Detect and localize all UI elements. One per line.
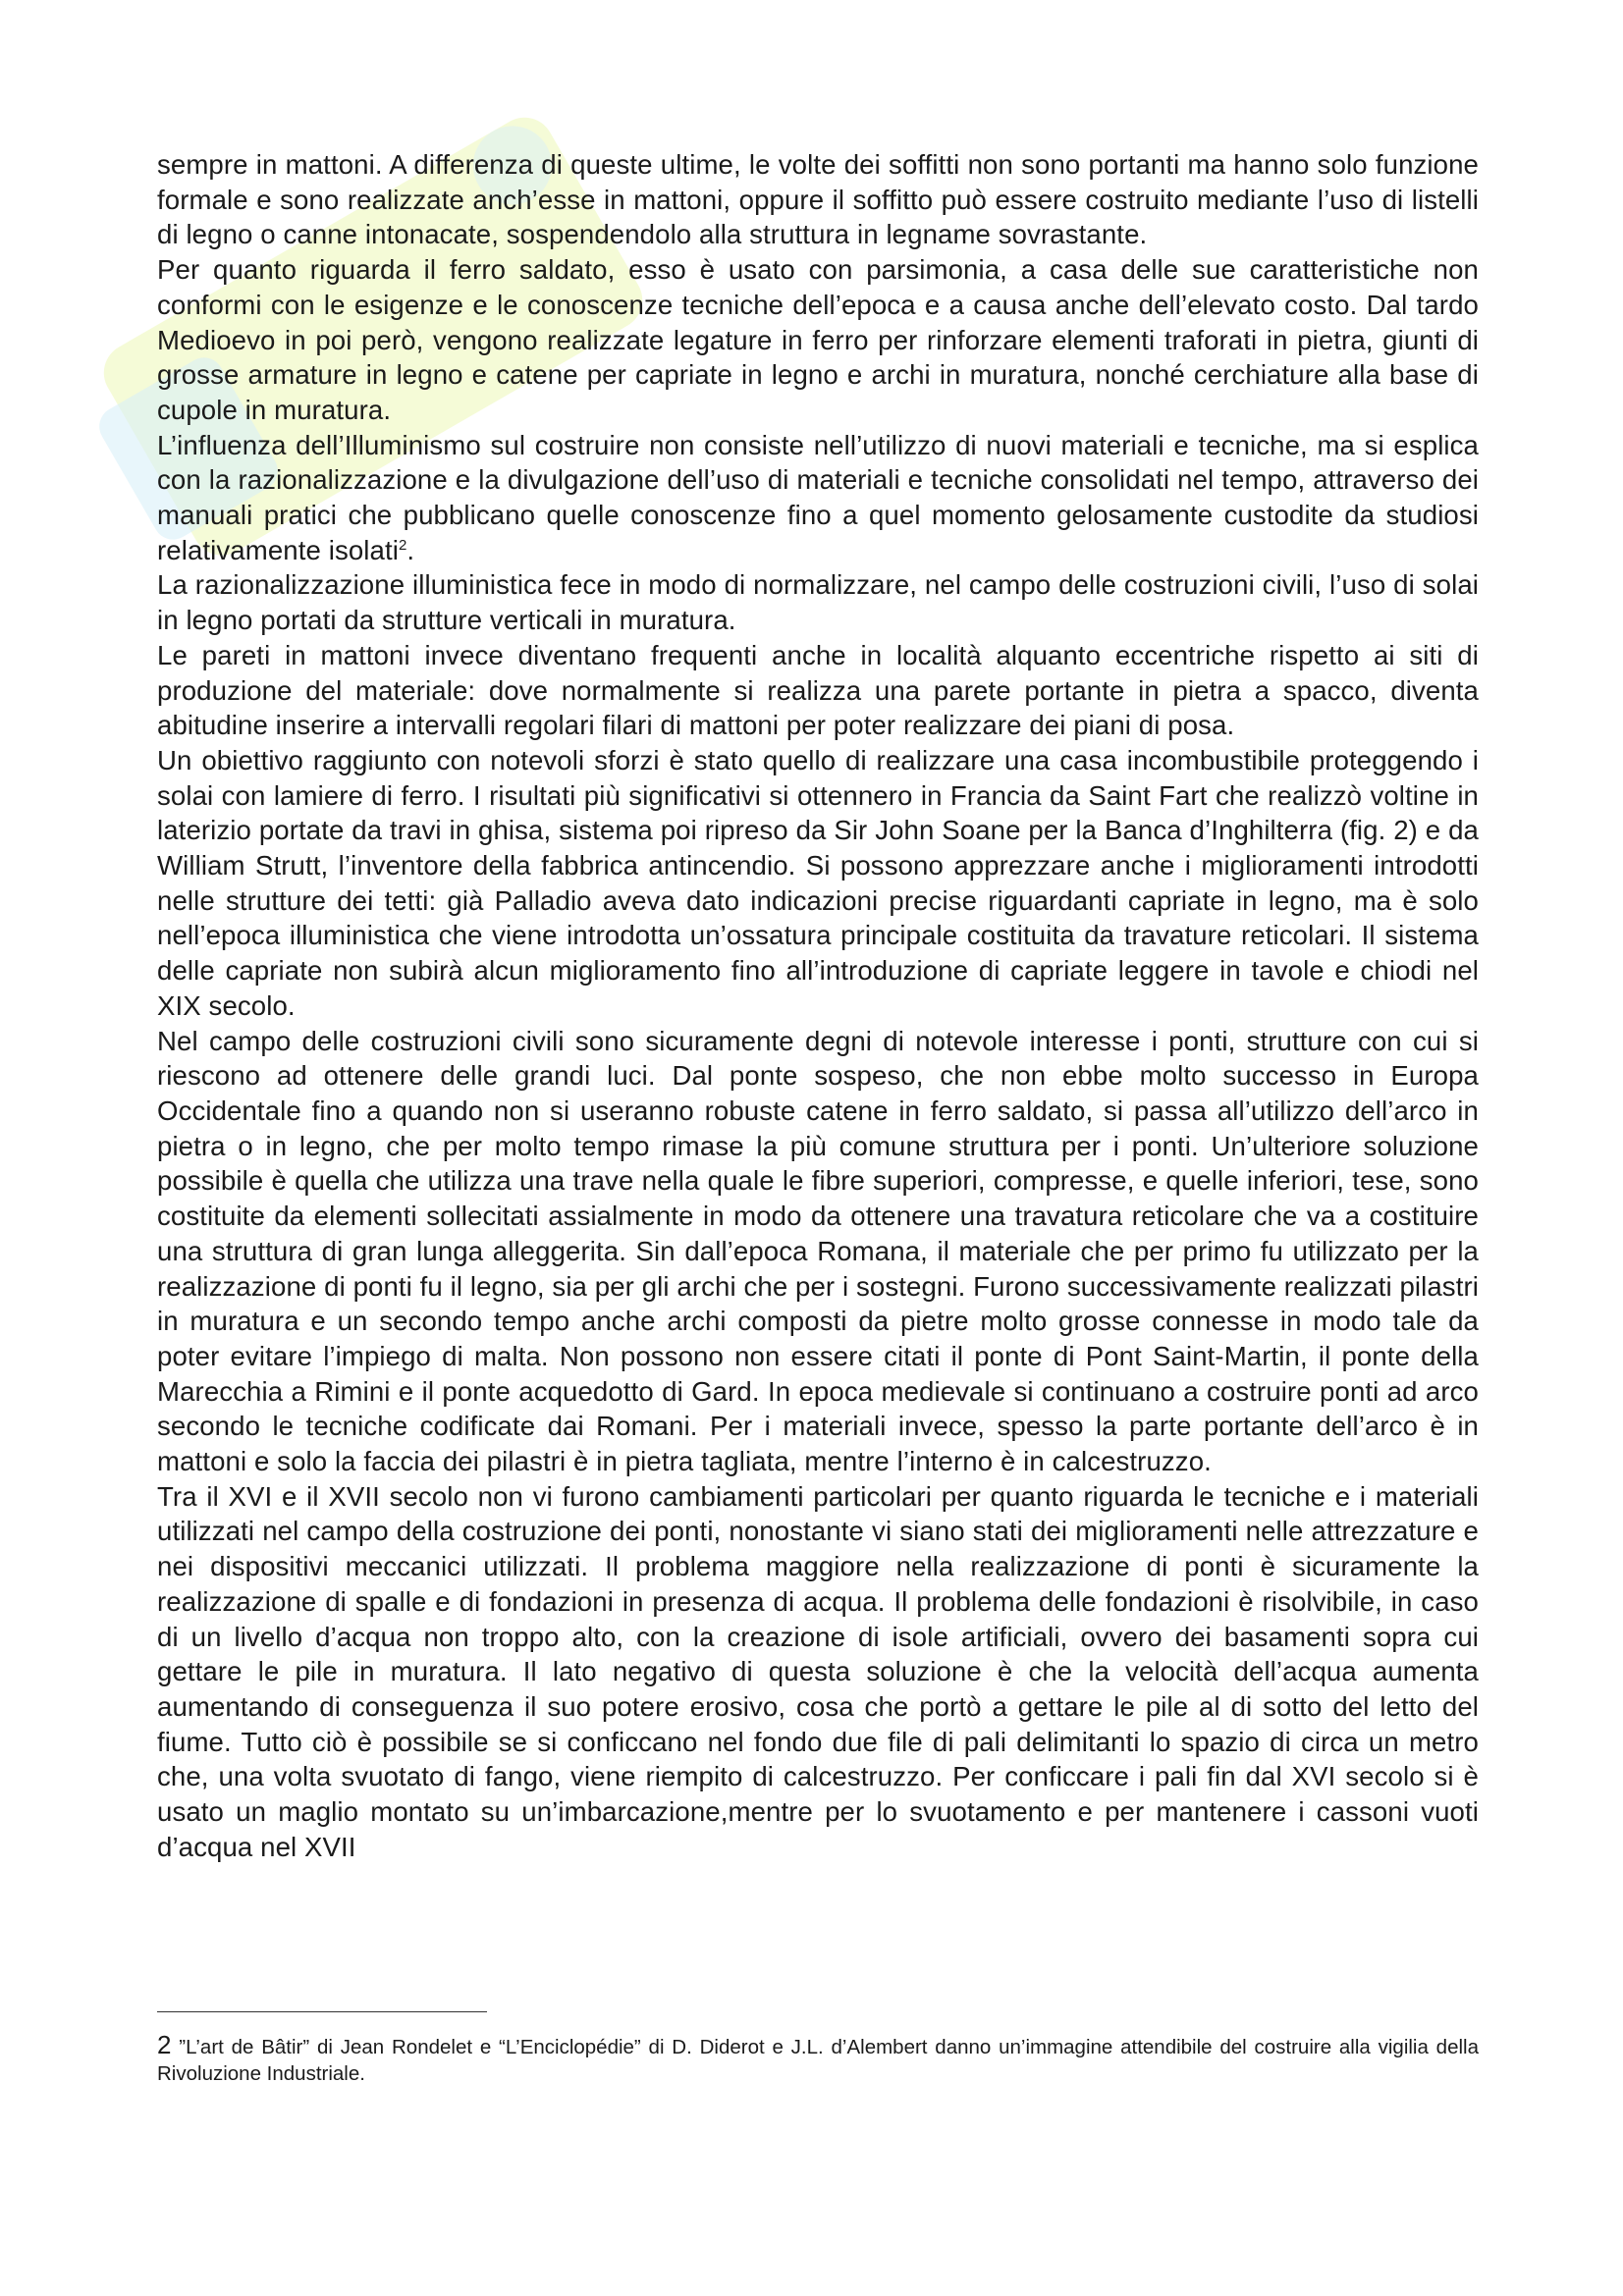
footnote-reference[interactable]: 2 [398,536,407,554]
paragraph: Le pareti in mattoni invece diventano frequenti anche in località alquanto eccentriche rispetto ai siti di produzione del materiale: dove normalmente si realizza una parete portante in pietra a spacco, diventa abitudine inserire a intervalli regolari filari di mattoni per poter realizzare dei piani di posa. [157,639,1479,741]
paragraph: La razionalizzazione illuministica fece in modo di normalizzare, nel campo delle costruzioni civili, l’uso di solai in legno portati da strutture verticali in muratura. [157,569,1479,636]
footnote-text: ”L’art de Bâtir” di Jean Rondelet e “L’Enciclopédie” di D. Diderot e J.L. d’Alembert danno un’immagine attendibile del costruire alla vigilia della Rivoluzione Industriale. [157,2036,1479,2085]
footnote-number: 2 [157,2030,172,2059]
paragraph-end: . [406,534,415,565]
document-body [157,147,1479,1864]
footnote-separator [157,2011,487,2012]
footnote [157,2032,1479,2087]
paragraph: Tra il XVI e il XVII secolo non vi furono cambiamenti particolari per quanto riguarda le tecniche e i materiali utilizzati nel campo della costruzione dei ponti, nonostante vi siano stati dei miglioramenti nelle attrezzature e nei dispositivi meccanici utilizzati. Il problema maggiore nella realizzazione di ponti è sicuramente la realizzazione di spalle e di fondazioni in presenza di acqua. Il problema delle fondazioni è risolvibile, in caso di un livello d’acqua non troppo alto, con la creazione di isole artificiali, ovvero dei basamenti sopra cui gettare le pile in muratura. Il lato negativo di questa soluzione è che la velocità dell’acqua aumenta aumentando di conseguenza il suo potere erosivo, cosa che portò a gettare le pile al di sotto del letto del fiume. Tutto ciò è possibile se si conficcano nel fondo due file di pali delimitanti lo spazio di circa un metro che, una volta svuotato di fango, viene riempito di calcestruzzo. Per conficcare i pali fin dal XVI secolo si è usato un maglio montato su un’imbarcazione,mentre per lo svuotamento e per mantenere i cassoni vuoti d’acqua nel XVII [157,1480,1479,1862]
paragraph: Un obiettivo raggiunto con notevoli sforzi è stato quello di realizzare una casa incombustibile proteggendo i solai con lamiere di ferro. I risultati più significativi si ottennero in Francia da Saint Fart che realizzò voltine in laterizio portate da travi in ghisa, sistema poi ripreso da Sir John Soane per la Banca d’Inghilterra (fig. 2) e da William Strutt, l’inventore della fabbrica antincendio. Si possono apprezzare anche i miglioramenti introdotti nelle strutture dei tetti: già Palladio aveva dato indicazioni precise riguardanti capriate in legno, ma è solo nell’epoca illuministica che viene introdotta un’ossatura principale costituita da travature reticolari. Il sistema delle capriate non subirà alcun miglioramento fino all’introduzione di capriate leggere in tavole e chiodi nel XIX secolo. [157,744,1479,1021]
paragraph-with-footnote [157,428,1479,568]
paragraph: Per quanto riguarda il ferro saldato, esso è usato con parsimonia, a casa delle sue caratteristiche non conformi con le esigenze e le conoscenze tecniche dell’epoca e a causa anche dell’elevato costo. Dal tardo Medioevo in poi però, vengono realizzate legature in ferro per rinforzare elementi traforati in pietra, giunti di grosse armature in legno e catene per capriate in legno e archi in muratura, nonché cerchiature alla base di cupole in muratura. [157,254,1479,425]
paragraph: Nel campo delle costruzioni civili sono sicuramente degni di notevole interesse i ponti, strutture con cui si riescono ad ottenere delle grandi luci. Dal ponte sospeso, che non ebbe molto successo in Europa Occidentale fino a quando non si useranno robuste catene in ferro saldato, si passa all’utilizzo dell’arco in pietra o in legno, che per molto tempo rimase la più comune struttura per i ponti. Un’ulteriore soluzione possibile è quella che utilizza una trave nella quale le fibre superiori, compresse, e quelle inferiori, tese, sono costituite da elementi sollecitati assialmente in modo da ottenere una travatura reticolare che va a costituire una struttura di gran lunga alleggerita. Sin dall’epoca Romana, il materiale che per primo fu utilizzato per la realizzazione di ponti fu il legno, sia per gli archi che per i sostegni. Furono successivamente realizzati pilastri in muratura e un secondo tempo anche archi composti da pietre molto grosse connesse in modo tale da poter evitare l’impiego di malta. Non possono non essere citati il ponte di Pont Saint-Martin, il ponte della Marecchia a Rimini e il ponte acquedotto di Gard. In epoca medievale si continuano a costruire ponti ad arco secondo le tecniche codificate dai Romani. Per i materiali invece, spesso la parte portante dell’arco è in mattoni e solo la faccia dei pilastri è in pietra tagliata, mentre l’interno è in calcestruzzo. [157,1025,1479,1477]
paragraph: sempre in mattoni. A differenza di queste ultime, le volte dei soffitti non sono portanti ma hanno solo funzione formale e sono realizzate anch’esse in mattoni, oppure il soffitto può essere costruito mediante l’uso di listelli di legno o canne intonacate, sospendendolo alla struttura in legname sovrastante. [157,149,1479,250]
paragraph-text: L’influenza dell’Illuminismo sul costruire non consiste nell’utilizzo di nuovi materiali e tecniche, ma si esplica con la razionalizzazione e la divulgazione dell’uso di materiali e tecniche consolidati nel tempo, attraverso dei manuali pratici che pubblicano quelle conoscenze fino a quel momento gelosamente custodite da studiosi relativamente isolati [157,429,1479,565]
